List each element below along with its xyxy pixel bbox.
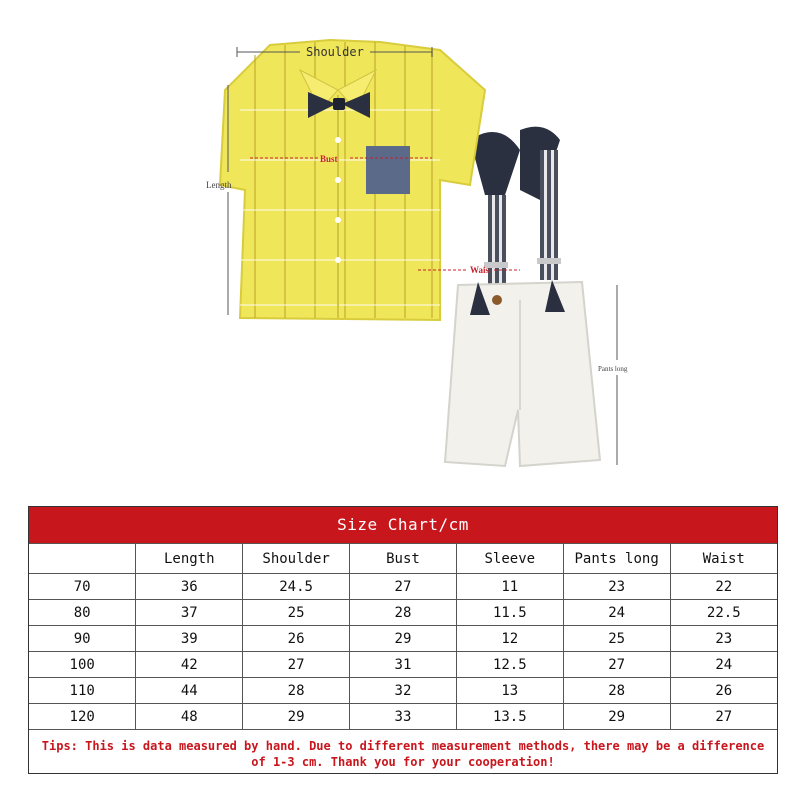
- table-cell: 39: [136, 626, 243, 652]
- table-cell: 37: [136, 600, 243, 626]
- table-cell: 24: [563, 600, 670, 626]
- column-header: Waist: [670, 544, 777, 574]
- size-table: [29, 543, 777, 730]
- column-header: Pants long: [563, 544, 670, 574]
- table-cell: 44: [136, 678, 243, 704]
- shorts-image: [445, 280, 600, 466]
- size-chart: [28, 506, 778, 774]
- table-cell: 28: [350, 600, 457, 626]
- pants-long-measure: [598, 285, 628, 465]
- pants-long-label: Pants long: [598, 365, 628, 373]
- table-cell: 28: [563, 678, 670, 704]
- size-cell: 90: [29, 626, 136, 652]
- table-cell: 25: [563, 626, 670, 652]
- table-cell: 23: [563, 574, 670, 600]
- table-cell: 27: [670, 704, 777, 730]
- length-label: Length: [206, 180, 232, 190]
- table-cell: 22: [670, 574, 777, 600]
- table-cell: 11: [456, 574, 563, 600]
- size-cell: 100: [29, 652, 136, 678]
- column-header: Shoulder: [243, 544, 350, 574]
- table-cell: 12: [456, 626, 563, 652]
- length-measure: [206, 85, 232, 315]
- suspenders-image: [470, 127, 561, 285]
- table-cell: 12.5: [456, 652, 563, 678]
- table-cell: 11.5: [456, 600, 563, 626]
- bust-label: Bust: [320, 154, 338, 164]
- pocket-image: [366, 146, 410, 194]
- table-row: [29, 626, 777, 652]
- table-cell: 13: [456, 678, 563, 704]
- table-cell: 48: [136, 704, 243, 730]
- table-cell: 23: [670, 626, 777, 652]
- size-cell: 70: [29, 574, 136, 600]
- table-cell: 29: [350, 626, 457, 652]
- table-cell: 27: [243, 652, 350, 678]
- table-row: [29, 678, 777, 704]
- table-cell: 25: [243, 600, 350, 626]
- waist-label: Wais: [470, 265, 490, 275]
- table-cell: 26: [243, 626, 350, 652]
- table-cell: 32: [350, 678, 457, 704]
- tips-text: Tips: This is data measured by hand. Due to different measurement methods, there may be a difference of 1-3 cm. Thank you for your cooperation!: [41, 739, 765, 769]
- table-cell: 28: [243, 678, 350, 704]
- table-cell: 22.5: [670, 600, 777, 626]
- column-header: [29, 544, 136, 574]
- table-cell: 27: [350, 574, 457, 600]
- size-cell: 110: [29, 678, 136, 704]
- size-cell: 120: [29, 704, 136, 730]
- table-row: [29, 600, 777, 626]
- size-cell: 80: [29, 600, 136, 626]
- table-header-row: [29, 544, 777, 574]
- table-cell: 29: [563, 704, 670, 730]
- table-cell: 24.5: [243, 574, 350, 600]
- table-row: [29, 652, 777, 678]
- table-cell: 27: [563, 652, 670, 678]
- table-cell: 13.5: [456, 704, 563, 730]
- column-header: Bust: [350, 544, 457, 574]
- column-header: Length: [136, 544, 243, 574]
- table-row: [29, 574, 777, 600]
- table-cell: 33: [350, 704, 457, 730]
- table-row: [29, 704, 777, 730]
- shirt-image: [220, 40, 485, 320]
- shoulder-label: Shoulder: [306, 45, 364, 59]
- table-cell: 26: [670, 678, 777, 704]
- table-cell: 42: [136, 652, 243, 678]
- table-cell: 31: [350, 652, 457, 678]
- table-cell: 36: [136, 574, 243, 600]
- size-chart-title: Size Chart/cm: [29, 507, 777, 543]
- column-header: Sleeve: [456, 544, 563, 574]
- table-cell: 24: [670, 652, 777, 678]
- table-cell: 29: [243, 704, 350, 730]
